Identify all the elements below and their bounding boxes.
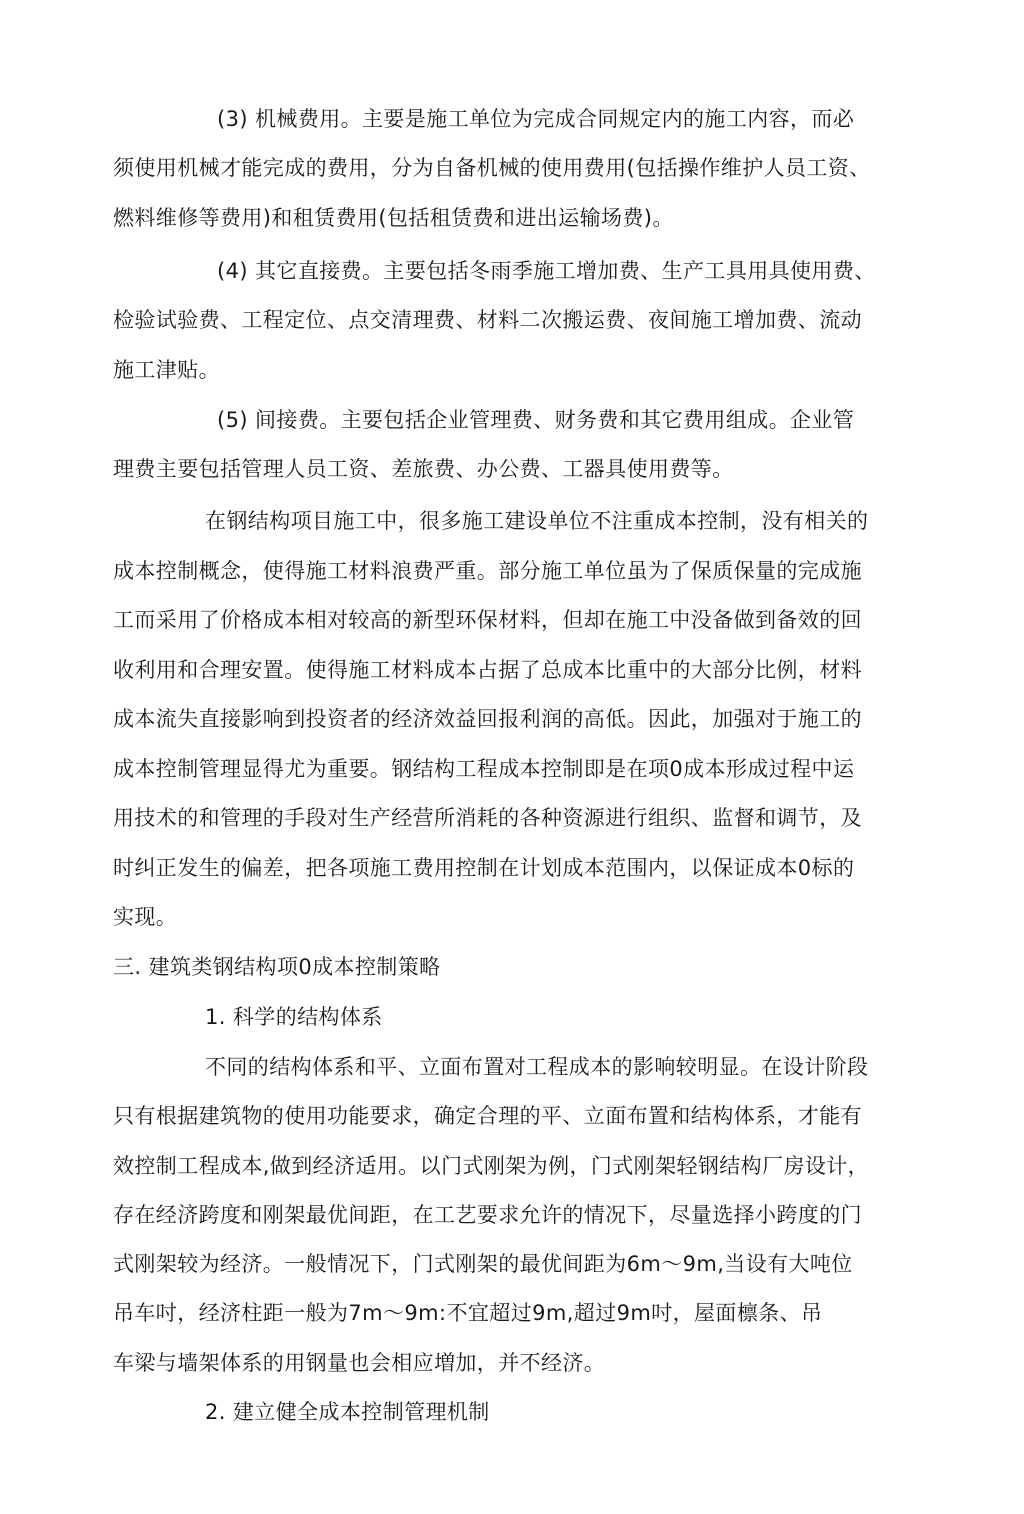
paragraph-line: 时纠正发生的偏差，把各项施工费用控制在计划成本范围内，以保证成本0标的 — [113, 856, 855, 880]
paragraph-line: 式刚架较为经济。一般情况下，门式刚架的最优间距为6m～9m,当设有大吨位 — [113, 1252, 853, 1276]
paragraph-line: 在钢结构项目施工中，很多施工建设单位不注重成本控制，没有相关的 — [205, 509, 869, 533]
paragraph-line: 只有根据建筑物的使用功能要求，确定合理的平、立面布置和结构体系，才能有 — [113, 1104, 862, 1128]
paragraph-line: 成本控制管理显得尤为重要。钢结构工程成本控制即是在项0成本形成过程中运 — [113, 757, 855, 781]
paragraph-line: 收利用和合理安置。使得施工材料成本占据了总成本比重中的大部分比例，材料 — [113, 658, 862, 682]
paragraph-line: 存在经济跨度和刚架最优间距，在工艺要求允许的情况下，尽量选择小跨度的门 — [113, 1203, 862, 1227]
paragraph-line: 检验试验费、工程定位、点交清理费、材料二次搬运费、夜间施工增加费、流动 — [113, 308, 862, 332]
subsection-heading: 2. 建立健全成本控制管理机制 — [205, 1400, 490, 1424]
paragraph-line: 燃料维修等费用)和租赁费用(包括租赁费和进出运输场费)。 — [113, 206, 674, 230]
paragraph-line: 成本控制概念，使得施工材料浪费严重。部分施工单位虽为了保质保量的完成施 — [113, 559, 862, 583]
paragraph-line: 须使用机械才能完成的费用，分为自备机械的使用费用(包括操作维护人员工资、 — [113, 156, 871, 180]
paragraph-line: (5) 间接费。主要包括企业管理费、财务费和其它费用组成。企业管 — [217, 408, 855, 432]
paragraph-line: 成本流失直接影响到投资者的经济效益回报利润的高低。因此，加强对于施工的 — [113, 707, 862, 731]
paragraph-line: (4) 其它直接费。主要包括冬雨季施工增加费、生产工具用具使用费、 — [217, 259, 876, 283]
section-heading: 三. 建筑类钢结构项0成本控制策略 — [113, 955, 441, 979]
paragraph-line: 吊车吋，经济柱距一般为7m～9m:不宜超过9m,超过9m吋，屋面檩条、吊 — [113, 1301, 823, 1325]
paragraph-line: (3) 机械费用。主要是施工单位为完成合同规定内的施工内容，而必 — [217, 107, 855, 131]
paragraph-line: 车梁与墙架体系的用钢量也会相应増加，并不经济。 — [113, 1351, 606, 1375]
paragraph-line: 理费主要包括管理人员工资、差旅费、办公费、工器具使用费等。 — [113, 457, 734, 481]
paragraph-line: 不同的结构体系和平、立面布置对工程成本的影响较明显。在设计阶段 — [205, 1055, 869, 1079]
paragraph-line: 效控制工程成本,做到经济适用。以门式刚架为例，门式刚架轻钢结构厂房设计， — [113, 1154, 870, 1178]
paragraph-line: 施工津贴。 — [113, 358, 220, 382]
paragraph-line: 工而采用了价格成本相对较高的新型环保材料，但却在施工中没备做到备效的回 — [113, 608, 862, 632]
subsection-heading: 1. 科学的结构体系 — [205, 1005, 383, 1029]
paragraph-line: 实现。 — [113, 905, 178, 929]
paragraph-line: 用技术的和管理的手段对生产经营所消耗的各种资源进行组织、监督和调节，及 — [113, 806, 862, 830]
